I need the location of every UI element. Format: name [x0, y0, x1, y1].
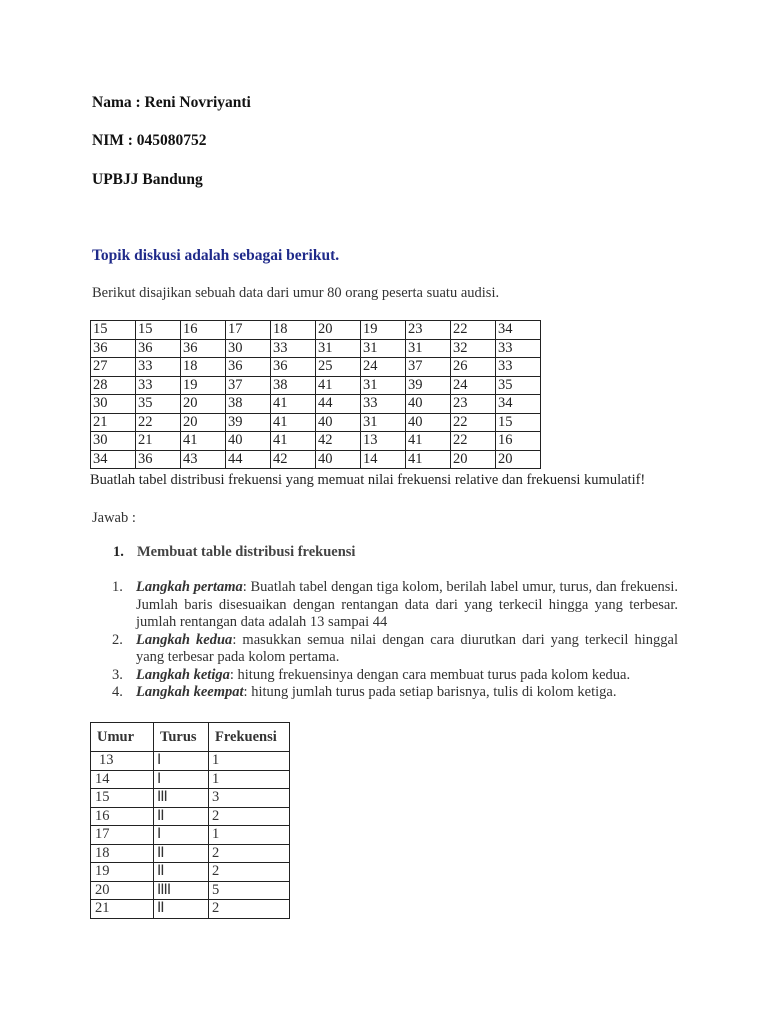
- step-text: : masukkan semua nilai dengan cara diurutkan dari yang terkecil hinggal yang terbesar pada kolom pertama.: [136, 631, 678, 665]
- table-cell: 31: [316, 339, 361, 358]
- table-cell: 43: [181, 450, 226, 469]
- table-cell: 39: [406, 376, 451, 395]
- turus-cell: II: [154, 844, 209, 863]
- step-label: Langkah kedua: [136, 631, 233, 648]
- table-cell: 19: [361, 321, 406, 340]
- table-cell: 18: [271, 321, 316, 340]
- step-text: : Buatlah tabel dengan tiga kolom, berilah label umur, turus, dan frekuensi. Jumlah baris disesuaikan dengan rentangan data dari yang terkecil hingga yang terbesar. jumlah rentangan data adalah 13 sampai 44: [136, 579, 679, 630]
- table-cell: 34: [496, 321, 541, 340]
- umur-cell: 15: [91, 789, 154, 808]
- student-upbjj: UPBJJ Bandung: [92, 171, 203, 188]
- frequency-table: [90, 722, 290, 919]
- umur-cell: 14: [91, 770, 154, 789]
- table-row: [91, 826, 290, 845]
- table-cell: 31: [361, 339, 406, 358]
- table-cell: 36: [181, 339, 226, 358]
- table-cell: 31: [361, 376, 406, 395]
- table-cell: 37: [226, 376, 271, 395]
- table-cell: 44: [316, 395, 361, 414]
- table-cell: 36: [91, 339, 136, 358]
- intro-paragraph: Berikut disajikan sebuah data dari umur 80 orang peserta suatu audisi.: [92, 285, 500, 301]
- table-row: [91, 321, 541, 340]
- step-item: [112, 632, 678, 667]
- table-cell: 21: [91, 413, 136, 432]
- step-label: Langkah pertama: [136, 579, 243, 595]
- table-row: [91, 376, 541, 395]
- table-cell: 19: [181, 376, 226, 395]
- table-cell: 20: [181, 413, 226, 432]
- table-cell: 16: [496, 432, 541, 451]
- table-cell: 40: [406, 413, 451, 432]
- table-cell: 15: [496, 413, 541, 432]
- table-row: [91, 339, 541, 358]
- table-cell: 24: [451, 376, 496, 395]
- frekuensi-cell: 2: [209, 844, 290, 863]
- table-cell: 34: [91, 450, 136, 469]
- table-cell: 41: [406, 432, 451, 451]
- step-item: [112, 667, 678, 685]
- frekuensi-cell: 2: [209, 900, 290, 919]
- step-number: 4.: [112, 684, 123, 700]
- step-number: 3.: [112, 666, 123, 683]
- col-frekuensi-header: Frekuensi: [209, 723, 290, 752]
- table-row: [91, 900, 290, 919]
- umur-cell: 17: [91, 826, 154, 845]
- table-cell: 21: [136, 432, 181, 451]
- table-cell: 37: [406, 358, 451, 377]
- turus-cell: I: [154, 752, 209, 771]
- table-cell: 41: [271, 413, 316, 432]
- table-cell: 22: [451, 321, 496, 340]
- table-cell: 20: [181, 395, 226, 414]
- table-cell: 31: [361, 413, 406, 432]
- table-cell: 41: [271, 395, 316, 414]
- table-cell: 18: [181, 358, 226, 377]
- table-row: [91, 770, 290, 789]
- table-cell: 42: [271, 450, 316, 469]
- step-item: [112, 684, 678, 702]
- turus-cell: II: [154, 900, 209, 919]
- table-row: [91, 844, 290, 863]
- umur-cell: 20: [91, 881, 154, 900]
- umur-cell: 19: [91, 863, 154, 882]
- frekuensi-cell: 3: [209, 789, 290, 808]
- table-cell: 23: [451, 395, 496, 414]
- table-cell: 27: [91, 358, 136, 377]
- age-data-table: [90, 320, 541, 469]
- table-cell: 38: [226, 395, 271, 414]
- frekuensi-cell: 1: [209, 826, 290, 845]
- table-cell: 36: [271, 358, 316, 377]
- section-title: Membuat table distribusi frekuensi: [137, 544, 356, 560]
- table-cell: 40: [406, 395, 451, 414]
- table-row: [91, 450, 541, 469]
- table-cell: 33: [496, 339, 541, 358]
- table-cell: 38: [271, 376, 316, 395]
- table-cell: 32: [451, 339, 496, 358]
- table-cell: 15: [136, 321, 181, 340]
- turus-cell: I: [154, 826, 209, 845]
- table-cell: 25: [316, 358, 361, 377]
- table-cell: 26: [451, 358, 496, 377]
- table-cell: 20: [496, 450, 541, 469]
- topic-heading: Topik diskusi adalah sebagai berikut.: [92, 247, 340, 264]
- table-cell: 34: [496, 395, 541, 414]
- student-nim: NIM : 045080752: [92, 132, 207, 149]
- table-row: [91, 395, 541, 414]
- table-cell: 30: [226, 339, 271, 358]
- table-row: [91, 358, 541, 377]
- table-cell: 13: [361, 432, 406, 451]
- table-cell: 36: [136, 450, 181, 469]
- step-text: : hitung frekuensinya dengan cara membuat turus pada kolom kedua.: [229, 666, 631, 683]
- table-cell: 41: [406, 450, 451, 469]
- table-cell: 40: [316, 450, 361, 469]
- umur-cell: 18: [91, 844, 154, 863]
- table-cell: 30: [91, 432, 136, 451]
- turus-cell: IIII: [154, 881, 209, 900]
- frekuensi-cell: 5: [209, 881, 290, 900]
- umur-cell: 16: [91, 807, 154, 826]
- table-cell: 44: [226, 450, 271, 469]
- table-cell: 17: [226, 321, 271, 340]
- table-row: [91, 807, 290, 826]
- frekuensi-cell: 2: [209, 807, 290, 826]
- table-cell: 36: [136, 339, 181, 358]
- section-number: 1.: [113, 544, 124, 560]
- turus-cell: III: [154, 789, 209, 808]
- step-item: [112, 579, 678, 632]
- table-cell: 22: [451, 413, 496, 432]
- table-cell: 20: [451, 450, 496, 469]
- frekuensi-cell: 2: [209, 863, 290, 882]
- answer-label: Jawab :: [92, 510, 136, 526]
- task-paragraph: Buatlah tabel distribusi frekuensi yang memuat nilai frekuensi relative dan frekuensi kumulatif!: [90, 472, 646, 488]
- table-cell: 35: [136, 395, 181, 414]
- table-cell: 16: [181, 321, 226, 340]
- frekuensi-cell: 1: [209, 752, 290, 771]
- table-cell: 33: [361, 395, 406, 414]
- table-row: [91, 413, 541, 432]
- table-cell: 41: [181, 432, 226, 451]
- table-cell: 14: [361, 450, 406, 469]
- table-cell: 42: [316, 432, 361, 451]
- section-heading: [113, 544, 355, 561]
- table-cell: 39: [226, 413, 271, 432]
- table-row: [91, 863, 290, 882]
- table-row: [91, 432, 541, 451]
- table-row: [91, 752, 290, 771]
- turus-cell: II: [154, 807, 209, 826]
- step-label: Langkah keempat: [136, 684, 244, 700]
- table-cell: 22: [136, 413, 181, 432]
- table-cell: 23: [406, 321, 451, 340]
- table-cell: 33: [271, 339, 316, 358]
- col-turus-header: Turus: [154, 723, 209, 752]
- table-cell: 31: [406, 339, 451, 358]
- table-cell: 33: [136, 376, 181, 395]
- student-name: Nama : Reni Novriyanti: [92, 94, 251, 111]
- table-cell: 30: [91, 395, 136, 414]
- table-cell: 15: [91, 321, 136, 340]
- frekuensi-cell: 1: [209, 770, 290, 789]
- steps-list: [112, 579, 678, 702]
- table-cell: 35: [496, 376, 541, 395]
- table-cell: 24: [361, 358, 406, 377]
- col-umur-header: Umur: [91, 723, 154, 752]
- table-cell: 22: [451, 432, 496, 451]
- step-text: : hitung jumlah turus pada setiap barisnya, tulis di kolom ketiga.: [243, 684, 617, 700]
- step-number: 2.: [112, 631, 123, 648]
- table-cell: 20: [316, 321, 361, 340]
- frequency-table-header: [91, 723, 290, 752]
- table-cell: 33: [496, 358, 541, 377]
- table-cell: 40: [316, 413, 361, 432]
- turus-cell: II: [154, 863, 209, 882]
- step-number: 1.: [112, 579, 123, 595]
- step-label: Langkah ketiga: [136, 666, 230, 683]
- table-cell: 28: [91, 376, 136, 395]
- umur-cell: 21: [91, 900, 154, 919]
- table-cell: 41: [316, 376, 361, 395]
- table-row: [91, 789, 290, 808]
- table-cell: 40: [226, 432, 271, 451]
- table-cell: 41: [271, 432, 316, 451]
- turus-cell: I: [154, 770, 209, 789]
- umur-cell: 13: [91, 752, 154, 771]
- table-row: [91, 881, 290, 900]
- table-cell: 33: [136, 358, 181, 377]
- table-cell: 36: [226, 358, 271, 377]
